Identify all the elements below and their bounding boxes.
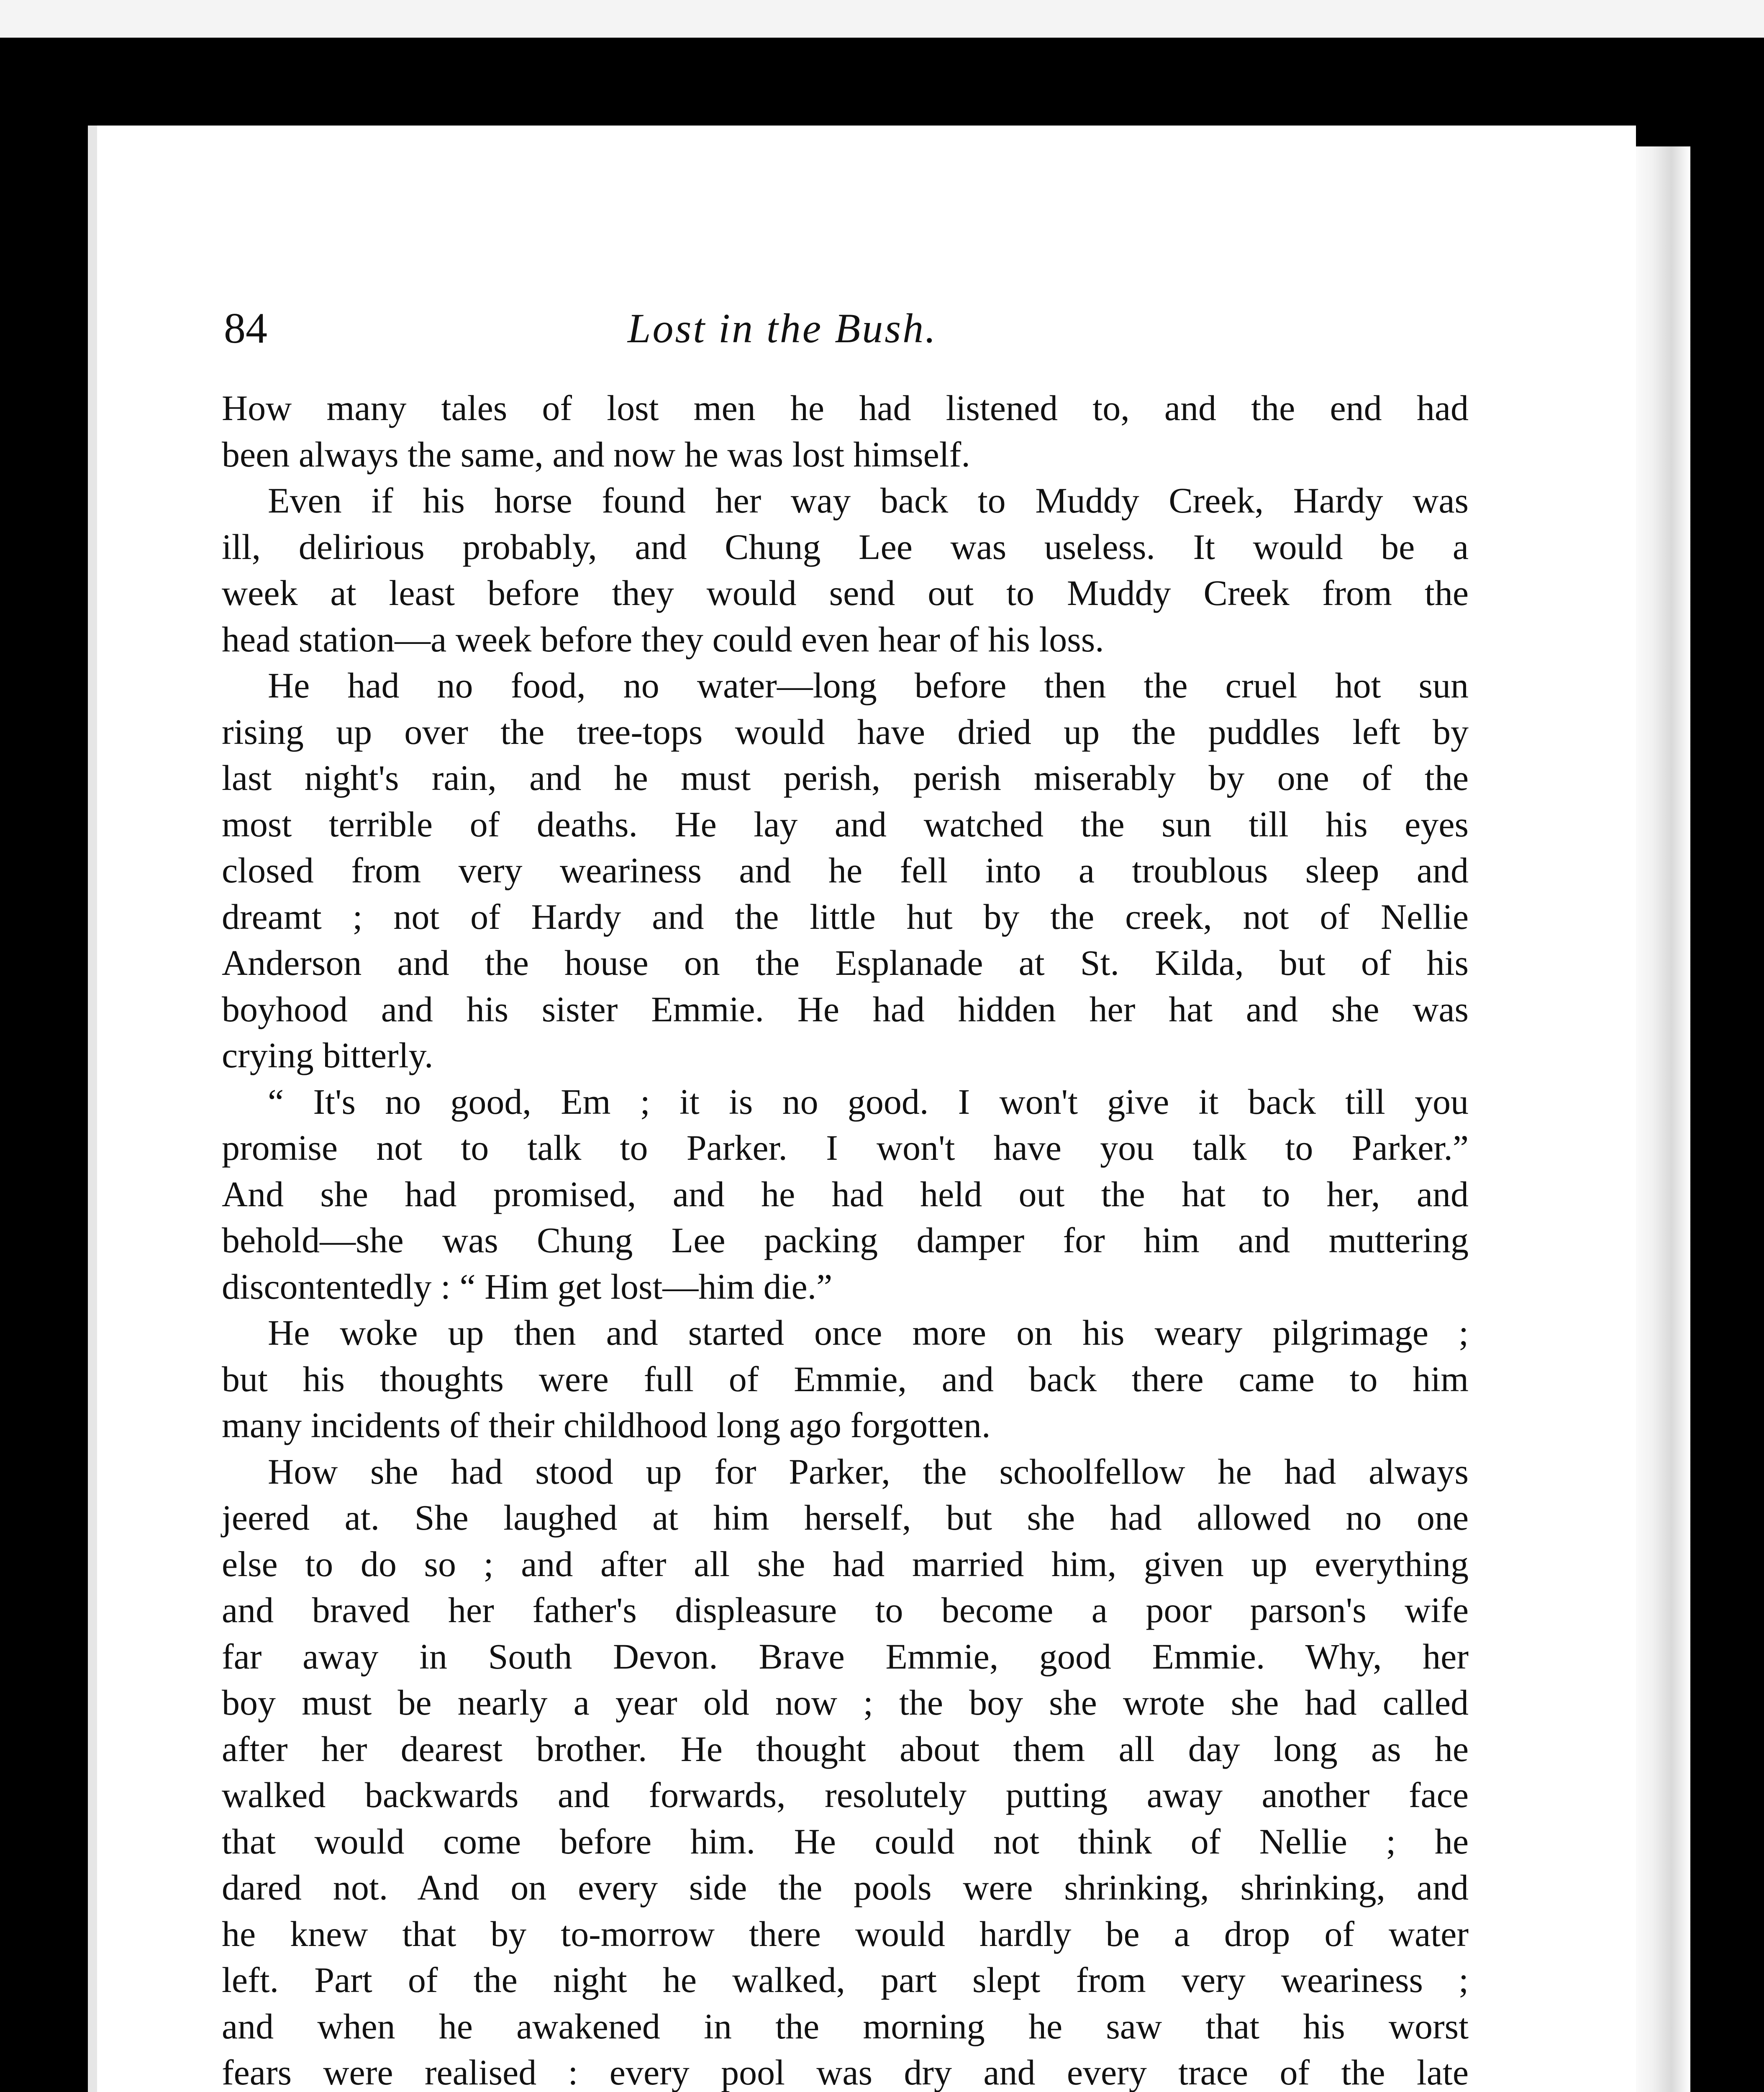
text-line: And she had promised, and he had held out the hat to her, and [222, 1174, 1469, 1214]
page-number: 84 [224, 304, 267, 352]
text-line: promise not to talk to Parker. I won't have you talk to Parker.” [222, 1128, 1469, 1168]
text-line: been always the same, and now he was lost himself. [222, 434, 970, 474]
text-line: dared not. And on every side the pools were shrinking, shrinking, and [222, 1867, 1469, 1907]
text-line: “ It's no good, Em ; it is no good. I won't give it back till you [268, 1081, 1469, 1122]
text-line: and braved her father's displeasure to become a poor parson's wife [222, 1590, 1469, 1630]
text-line: after her dearest brother. He thought about them all day long as he [222, 1728, 1469, 1769]
running-title: Lost in the Bush. [627, 305, 938, 351]
text-line: rising up over the tree-tops would have dried up the puddles left by [222, 711, 1469, 752]
text-line: Even if his horse found her way back to Muddy Creek, Hardy was [268, 480, 1469, 520]
text-line: crying bitterly. [222, 1035, 433, 1075]
text-line: fears were realised : every pool was dry and every trace of the late [222, 2052, 1469, 2092]
text-line: He had no food, no water—long before then the cruel hot sun [268, 665, 1469, 705]
text-line: last night's rain, and he must perish, perish miserably by one of the [222, 758, 1469, 798]
body-text [222, 385, 1469, 2092]
text-line: closed from very weariness and he fell into a troublous sleep and [222, 850, 1469, 890]
text-line: else to do so ; and after all she had married him, given up everything [222, 1543, 1469, 1584]
text-line: discontentedly : “ Him get lost—him die.” [222, 1266, 833, 1307]
page-header [134, 293, 1431, 368]
text-line: behold—she was Chung Lee packing damper for him and muttering [222, 1220, 1469, 1260]
text-line: he knew that by to-morrow there would hardly be a drop of water [222, 1913, 1469, 1954]
text-line: week at least before they would send out to Muddy Creek from the [222, 573, 1469, 613]
page-gutter-shadow [1628, 146, 1690, 2092]
text-line: How she had stood up for Parker, the schoolfellow he had always [268, 1451, 1469, 1492]
text-line: but his thoughts were full of Emmie, and back there came to him [222, 1359, 1469, 1399]
text-line: How many tales of lost men he had listened to, and the end had [222, 388, 1469, 428]
text-line: jeered at. She laughed at him herself, but she had allowed no one [222, 1497, 1469, 1538]
text-line: walked backwards and forwards, resolutely putting away another face [222, 1775, 1469, 1815]
text-line: that would come before him. He could not think of Nellie ; he [222, 1821, 1469, 1861]
text-line: far away in South Devon. Brave Emmie, good Emmie. Why, her [222, 1636, 1469, 1677]
text-line: boy must be nearly a year old now ; the boy she wrote she had called [222, 1682, 1469, 1723]
text-line: He woke up then and started once more on his weary pilgrimage ; [268, 1313, 1469, 1353]
text-line: boyhood and his sister Emmie. He had hidden her hat and she was [222, 989, 1469, 1029]
text-line: dreamt ; not of Hardy and the little hut by the creek, not of Nellie [222, 896, 1469, 937]
text-line: head station—a week before they could even hear of his loss. [222, 619, 1104, 659]
scan-top-edge [0, 0, 1764, 38]
text-line: Anderson and the house on the Esplanade at St. Kilda, but of his [222, 943, 1469, 983]
text-line: many incidents of their childhood long ago forgotten. [222, 1405, 991, 1445]
text-line: and when he awakened in the morning he saw that his worst [222, 2006, 1469, 2046]
text-line: ill, delirious probably, and Chung Lee was useless. It would be a [222, 526, 1469, 567]
text-line: most terrible of deaths. He lay and watched the sun till his eyes [222, 804, 1469, 844]
text-line: left. Part of the night he walked, part slept from very weariness ; [222, 1960, 1469, 2000]
